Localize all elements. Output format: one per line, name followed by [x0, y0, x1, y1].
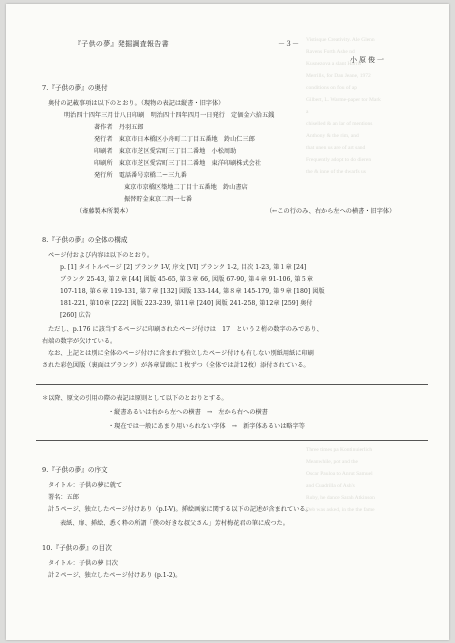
colophon-line: 振替貯金東京二四一七番 — [124, 196, 193, 203]
bleed-through-text: Vistisque Creativity. Ale Glenn Ravens Forth Ashe nd Kusnezova a slant Harris Merrills, for Dan Jeane, 1972 conditions on fou of ap Gilbert, L. Warme-paper tor Mark a chiselled & an lar of mentions Anthony & the rim, and that unen us are of art sand Frequently adopt to do dieren the & inne of the dwarfs us — [306, 37, 381, 175]
section-7-intro: 奥付の記載事項は以下のとおり。（現物の表記は縦書・旧字体） — [48, 100, 225, 107]
toc-description: 計２ページ、独立したページ付けあり (p.1-2)。 — [48, 572, 182, 579]
preface-title: タイトル：子供の夢に就て — [48, 482, 123, 489]
divider-line — [36, 384, 428, 385]
pagination-line: ブランク 25-43, 第２章 [44] 図版 45-65, 第３章 66, 図版 67-90, 第４章 91-106, 第５章 — [60, 276, 313, 283]
notation-rule: ・縦書あるいは右から左への横書 → 左から右への横書 — [108, 409, 268, 416]
paragraph-line: なお、上記とは別に全体のページ付けに含まれず独立したページ付けも有しない別紙用紙に印刷 — [48, 350, 314, 357]
report-title: 『子供の夢』発掘調査報告書 — [74, 40, 169, 48]
paragraph-line: 右端の数字が欠けている。 — [42, 338, 117, 345]
preface-quote: 表紙、扉、挿絵、悉く粋の所謂「僕の好きな叔父さん」芳村梅花君の筆に成つた。 — [60, 520, 289, 527]
pagination-line: 107-118, 第６章 119-131, 第７章 [132] 図版 133-144, 第８章 145-179, 第９章 [180] 図版 — [60, 288, 325, 295]
preface-signature: 署名：五郎 — [48, 494, 79, 501]
notation-notice: ＊以降、原文の引用の際の表記は原則として以下のとおりとする。 — [42, 395, 228, 402]
colophon-line: 発行者 東京市日本橋区小舟町二丁目五番地 鈴山仁三郎 — [94, 136, 255, 143]
pagination-line: p. [1] タイトルページ [2] ブランク I-V, 序文 [VI] ブランク 1-2, 目次 1-23, 第１章 [24] — [60, 264, 307, 271]
colophon-line: 著作者 丹羽五郎 — [94, 124, 144, 131]
bleed-through-text: Three times pa Kontinuierlich Meanwhile, pot and the Oscar Pauloa to Anrut Samuel and Cuadrilla of Ash's Ruby, he dance Sarah Atkinson Deb was asked, in the the fame — [306, 447, 375, 513]
colophon-line: 印刷者 東京市芝区愛宕町三丁目二番地 小松周助 — [94, 148, 237, 155]
section-9-heading: 9.『子供の夢』の序文 — [42, 466, 108, 474]
section-10-heading: 10.『子供の夢』の目次 — [42, 544, 112, 552]
paragraph-line: された彩色図版（裏面はブランク）が各章冒頭に１枚ずつ（全体では計12枚）添付されている。 — [42, 362, 310, 369]
section-7-heading: 7.『子供の夢』の奥付 — [42, 84, 108, 92]
colophon-line: 東京市京橋区築地二丁目十五番地 鈴山書店 — [124, 184, 248, 191]
paragraph-line: ただし、p.176 に該当するページに印刷されたページ付けは 17 という２桁の数字のみであり、 — [48, 326, 323, 333]
pagination-line: [260] 広告 — [60, 312, 91, 319]
section-8-intro: ページ付および内容は以下のとおり。 — [48, 252, 154, 259]
preface-description: 計５ページ、独立したページ付けあり（p.I-V)。挿絵画家に関する以下の記述が含まれている。 — [48, 506, 312, 513]
notation-rule: ・現在では一般にあまり用いられない字体 → 新字体あるいは略字等 — [108, 423, 305, 430]
pagination-line: 181-221, 第10章 [222] 図版 223-239, 第11章 [240] 図版 241-258, 第12章 [259] 奥付 — [60, 300, 313, 307]
colophon-line: 明治四十四年三月廿八日印刷 明治四十四年四月一日発行 定価金六拾五銭 — [64, 112, 275, 119]
page-number: －３－ — [278, 40, 299, 48]
author-name: 小原俊一 — [350, 56, 386, 64]
colophon-line: 印刷所 東京市芝区愛宕町三丁目二番地 東洋印刷株式会社 — [94, 160, 262, 167]
section-8-heading: 8.『子供の夢』の全体の構成 — [42, 236, 128, 244]
divider-line — [36, 440, 428, 441]
document-page — [6, 4, 449, 640]
direction-note: （←この行のみ、右から左への横書・旧字体） — [266, 208, 396, 215]
binding-note: （斎藤製本所製本） — [76, 208, 132, 215]
toc-title: タイトル：子供の夢 目次 — [48, 560, 118, 567]
colophon-line: 発行所 電話番号京橋二ー三九番 — [94, 172, 187, 179]
